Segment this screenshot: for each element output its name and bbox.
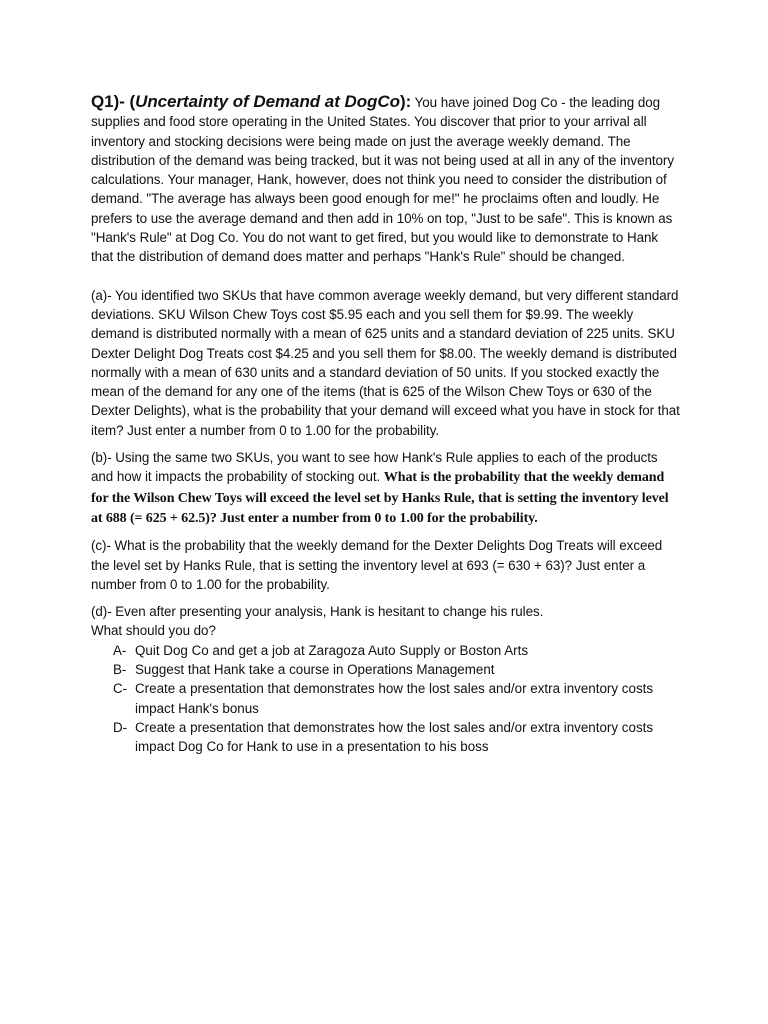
question-heading <box>91 92 411 111</box>
question-title: Uncertainty of Demand at DogCo <box>135 92 400 111</box>
option-text: Create a presentation that demonstrates how the lost sales and/or extra inventory costs impact Hank's bonus <box>135 681 654 716</box>
option-letter: B- <box>113 662 127 678</box>
part-c-paragraph: (c)- What is the probability that the weekly demand for the Dexter Delights Dog Treats will exceed the level set by Hanks Rule, that is setting the inventory level at 693 (= 630 + 63)? Just enter a number from 0 to 1.00 for the probability. <box>91 538 663 592</box>
question-intro-text: You have joined Dog Co - the leading dog supplies and food store operating in the United States. You discover that prior to your arrival all inventory and stocking decisions were being made on just the average weekly demand. The distribution of the demand was being tracked, but it was not being used at all in any of the inventory calculations. Your manager, Hank, however, does not think you need to consider the distribution of demand. "The average has always been good enough for me!" he proclaims often and loudly. He prefers to use the average demand and then add in 10% on top, "Just to be safe". This is known as "Hank's Rule" at Dog Co. You do not want to get fired, but you would like to demonstrate to Hank that the distribution of demand does matter and perhaps "Hank's Rule" should be changed. <box>91 95 674 265</box>
document-page <box>91 92 681 757</box>
part-d-section <box>91 602 681 756</box>
question-label-end: ): <box>399 92 412 111</box>
option-a <box>113 641 681 660</box>
option-b <box>113 660 681 679</box>
option-letter: A- <box>113 642 127 658</box>
option-text: Create a presentation that demonstrates how the lost sales and/or extra inventory costs impact Dog Co for Hank to use in a presentation to his boss <box>135 719 654 755</box>
part-b-paragraph <box>91 448 681 528</box>
option-letter: C- <box>113 681 128 697</box>
option-text: Suggest that Hank take a course in Operations Management <box>135 662 495 678</box>
answer-options-list <box>91 641 681 757</box>
question-label: Q1)- ( <box>91 92 136 111</box>
option-text: Quit Dog Co and get a job at Zaragoza Auto Supply or Boston Arts <box>135 642 529 658</box>
part-a-paragraph: (a)- You identified two SKUs that have common average weekly demand, but very different standard deviations. SKU Wilson Chew Toys cost $5.95 each and you sell them for $9.99. The weekly demand is distributed normally with a mean of 625 units and a standard deviation of 225 units. SKU Dexter Delight Dog Treats cost $4.25 and you sell them for $8.00. The weekly demand is distributed normally with a mean of 630 units and a standard deviation of 50 units. If you stocked exactly the mean of the demand for any one of the items (that is 625 of the Wilson Chew Toys or 630 of the Dexter Delights), what is the probability that your demand will exceed what you have in stock for that item? Just enter a number from 0 to 1.00 for the probability. <box>91 287 680 438</box>
question-intro-paragraph <box>91 92 681 267</box>
option-d <box>113 718 681 757</box>
option-c <box>113 679 681 718</box>
part-d-line2: What should you do? <box>91 623 216 639</box>
part-d-line1: (d)- Even after presenting your analysis, Hank is hesitant to change his rules. <box>91 604 544 620</box>
part-b-text-serif: What is the probability that the weekly demand for the Wilson Chew Toys will exceed the level set by Hanks Rule, that is setting the inventory level at 688 (= 625 + 62.5)? Just enter a number from 0 to 1.00 for the probability. <box>91 470 669 526</box>
option-letter: D- <box>113 719 128 735</box>
part-b-text-start: (b)- Using the same two SKUs, you want to see how Hank's Rule applies to each of the products and how it impacts the probability of stocking out. <box>91 450 658 485</box>
